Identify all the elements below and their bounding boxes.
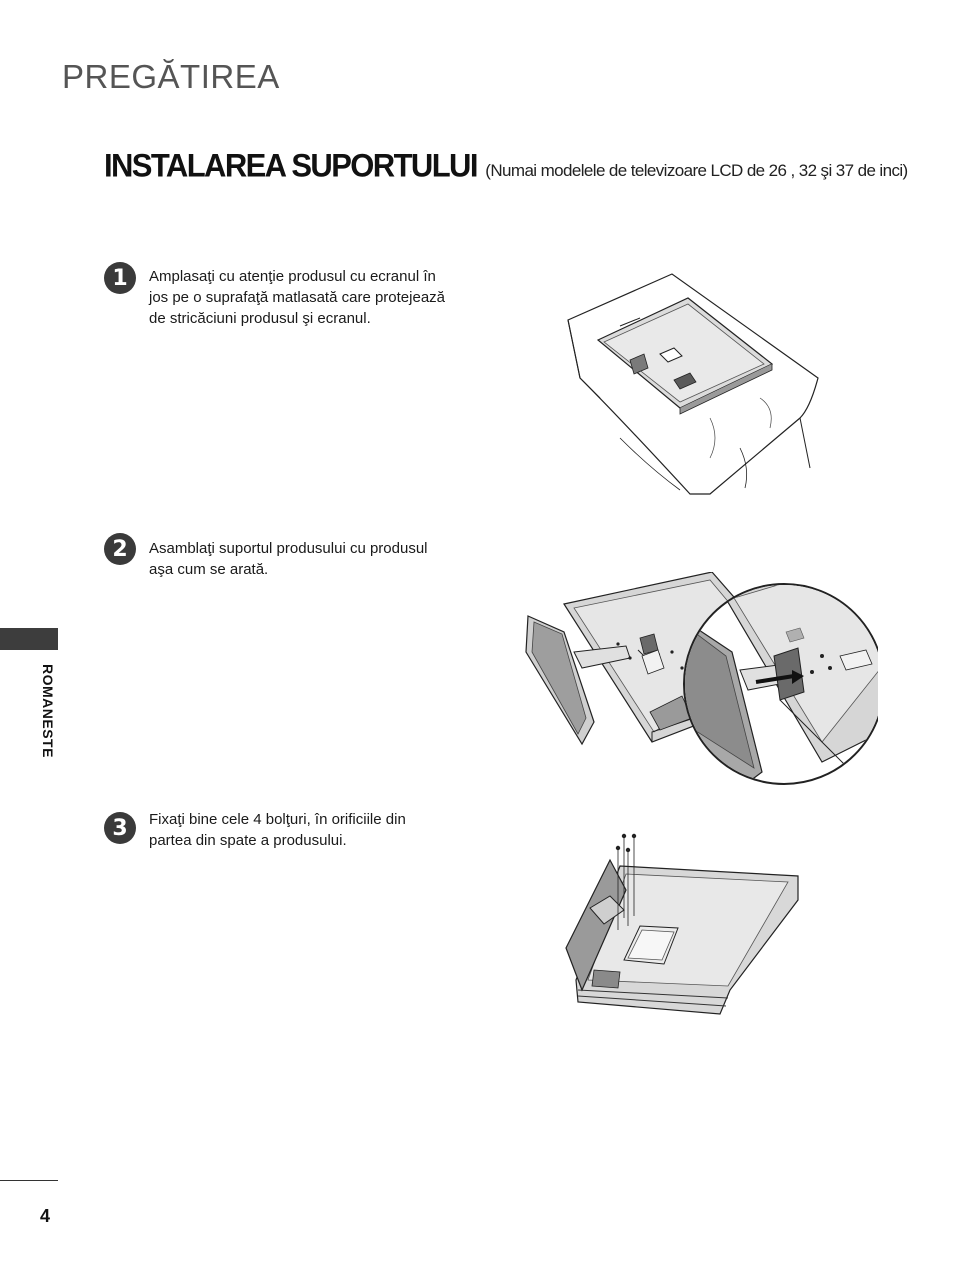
step-2-line-1: Asamblaţi suportul produsului cu produsul [149,540,428,557]
step-1-badge: 1 [104,262,136,294]
heading-title: INSTALAREA SUPORTULUI [104,147,477,184]
step-1-text [149,266,445,329]
heading-subtitle: (Numai modelele de televizoare LCD de 26 , 32 şi 37 de inci) [485,161,908,180]
tv-face-down-on-cloth-icon [560,268,820,498]
step-1-line-3: de stricăciuni produsul şi ecranul. [149,310,371,327]
step-1-line-1: Amplasaţi cu atenţie produsul cu ecranul în [149,268,436,285]
language-label: ROMANESTE [40,664,56,758]
step-3-text [149,809,406,851]
step-3-line-2: partea din spate a produsului. [149,832,347,849]
step-3-line-1: Fixaţi bine cele 4 bolţuri, în orificiile din [149,811,406,828]
step-2-line-2: aşa cum se arată. [149,561,269,578]
bolts-into-tv-back-icon [560,830,805,1020]
stand-assembly-with-zoom-icon [522,572,878,788]
step-1-line-2: jos pe o suprafaţă matlasată care protejează [149,289,446,306]
step-3-badge: 3 [104,812,136,844]
footer-rule [0,1180,58,1181]
page-number: 4 [40,1206,51,1226]
step-2-text [149,538,428,580]
page-heading [104,148,908,184]
side-tab [0,628,58,650]
step-2-badge: 2 [104,533,136,565]
section-title: PREGĂTIREA [62,58,280,95]
